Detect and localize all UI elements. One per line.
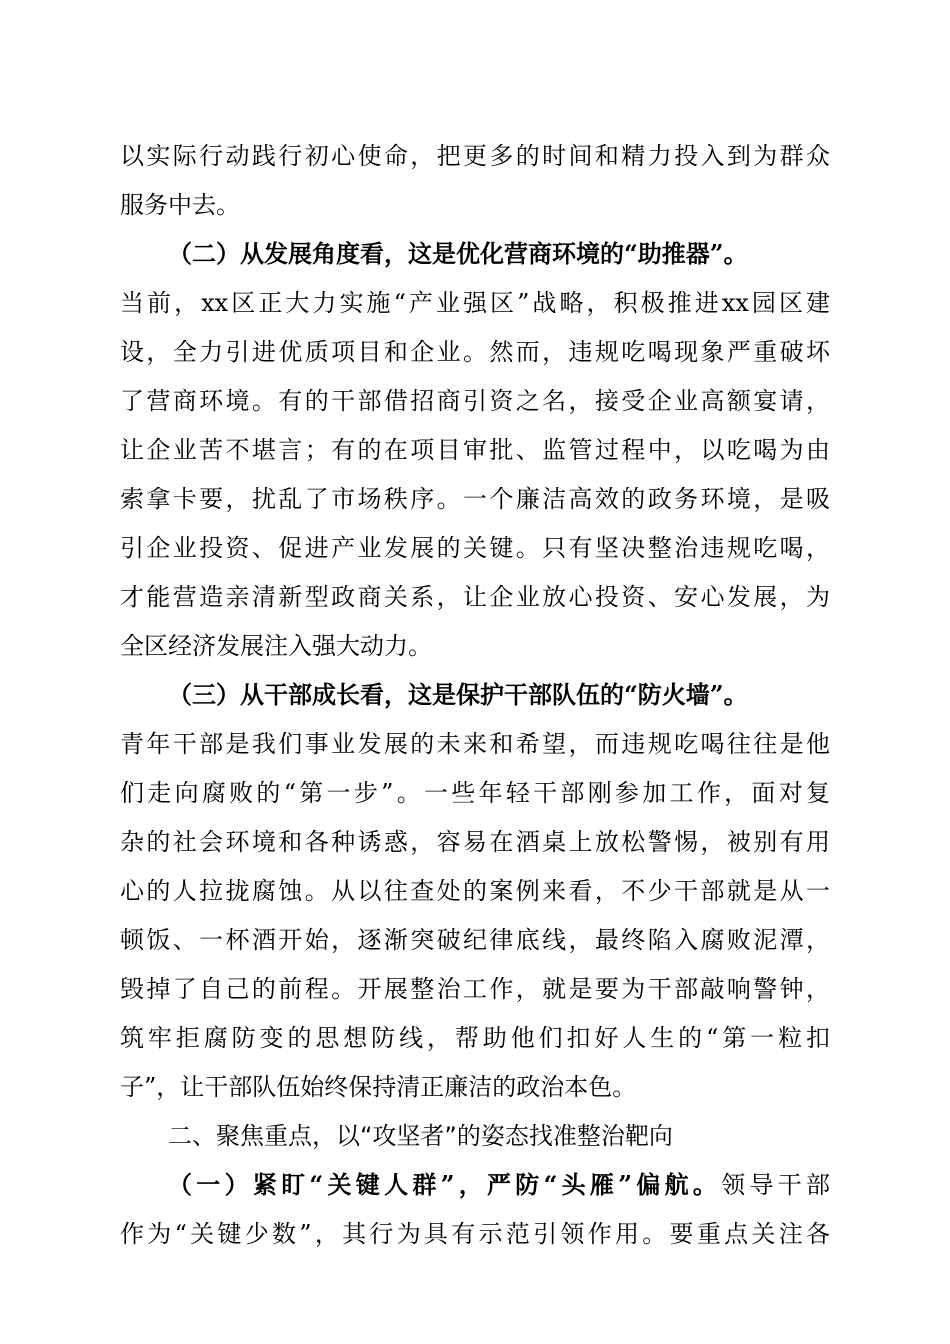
paragraph-text: 领导干部 bbox=[721, 1171, 831, 1199]
paragraph-line: 了营商环境。有的干部借招商引资之名，接受企业高额宴请， bbox=[120, 387, 830, 415]
paragraph-line: 以实际行动践行初心使命，把更多的时间和精力投入到为群众 bbox=[120, 142, 830, 170]
subsection-title: （一）紧盯“关键人群”，严防“头雁”偏航。 bbox=[168, 1170, 722, 1199]
paragraph-line: 引企业投资、促进产业发展的关键。只有坚决整治违规吃喝， bbox=[120, 534, 830, 562]
paragraph-line: 毁掉了自己的前程。开展整治工作，就是要为干部敲响警钟， bbox=[120, 975, 830, 1003]
paragraph-line: 设，全力引进优质项目和企业。然而，违规吃喝现象严重破坏 bbox=[120, 338, 830, 366]
paragraph-line: 杂的社会环境和各种诱惑，容易在酒桌上放松警惕，被别有用 bbox=[120, 828, 830, 856]
paragraph-line: 让企业苦不堪言；有的在项目审批、监管过程中，以吃喝为由 bbox=[120, 436, 830, 464]
paragraph-line: 筑牢拒腐防变的思想防线，帮助他们扣好人生的“第一粒扣 bbox=[120, 1024, 830, 1052]
paragraph-line: 全区经济发展注入强大动力。 bbox=[120, 632, 432, 660]
paragraph-line: 心的人拉拢腐蚀。从以往查处的案例来看，不少干部就是从一 bbox=[120, 877, 830, 905]
paragraph-line: 们走向腐败的“第一步”。一些年轻干部刚参加工作，面对复 bbox=[120, 779, 830, 807]
paragraph-line: 服务中去。 bbox=[120, 191, 240, 219]
paragraph-line: 作为“关键少数”，其行为具有示范引领作用。要重点关注各 bbox=[120, 1220, 830, 1248]
paragraph-line: 顿饭、一杯酒开始，逐渐突破纪律底线，最终陷入腐败泥潭， bbox=[120, 926, 830, 954]
paragraph-line: 子”，让干部队伍始终保持清正廉洁的政治本色。 bbox=[120, 1073, 637, 1101]
paragraph-line: 索拿卡要，扰乱了市场秩序。一个廉洁高效的政务环境，是吸 bbox=[120, 485, 830, 513]
paragraph-line: 才能营造亲清新型政商关系，让企业放心投资、安心发展，为 bbox=[120, 583, 830, 611]
subsection-title-line bbox=[168, 1165, 830, 1205]
section-heading: 二、聚焦重点，以“攻坚者”的姿态找准整治靶向 bbox=[168, 1122, 673, 1150]
subsection-title: （二）从发展角度看，这是优化营商环境的“助推器”。 bbox=[168, 239, 748, 268]
subsection-title: （三）从干部成长看，这是保护干部队伍的“防火墙”。 bbox=[168, 680, 748, 709]
paragraph-line: 当前，xx区正大力实施“产业强区”战略，积极推进xx园区建 bbox=[120, 289, 830, 317]
paragraph-line: 青年干部是我们事业发展的未来和希望，而违规吃喝往往是他 bbox=[120, 730, 830, 758]
